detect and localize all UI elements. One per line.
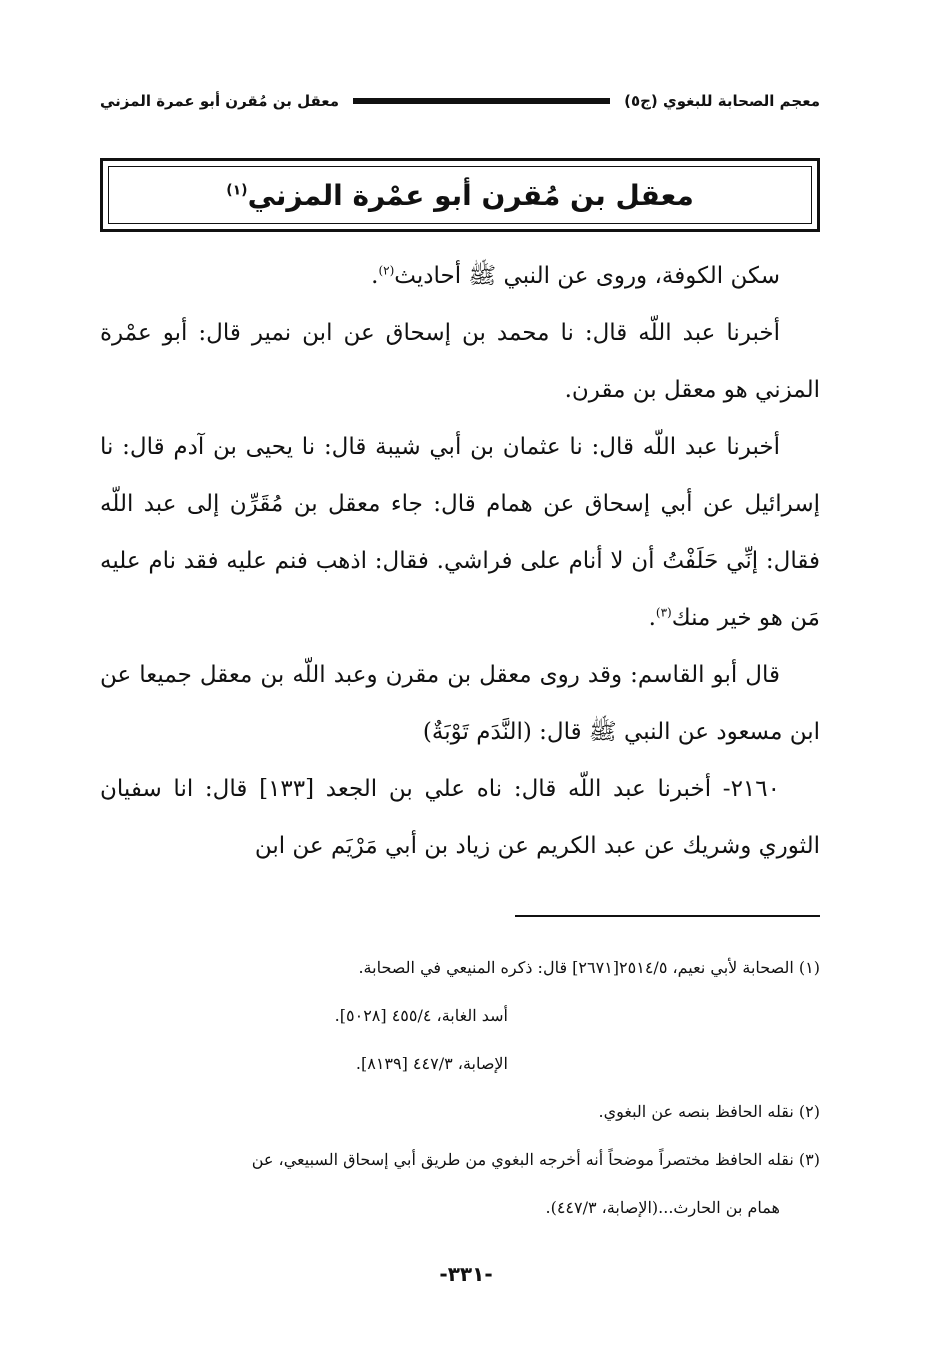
footnote-1-ref-b: الإصابة، ٤٤٧/٣ [٨١٣٩]. xyxy=(355,1054,508,1073)
footnote-3-continuation: همام بن الحارث...(الإصابة، ٤٤٧/٣). xyxy=(545,1198,780,1217)
paragraph-4: قال أبو القاسم: وقد روى معقل بن مقرن وعبد اللّه بن معقل جميعا عن ابن مسعود عن النبي ﷺ قال: (النَّدَم تَوْبَةٌ) xyxy=(100,662,820,745)
paragraph-1 xyxy=(100,248,820,305)
paragraph-1-footnote-marker: (٢) xyxy=(378,263,395,278)
paragraph-3-footnote-marker: (٣) xyxy=(655,605,672,620)
header-rule xyxy=(353,98,610,104)
paragraph-1-end: . xyxy=(371,263,379,289)
footnote-3: (٣) نقله الحافظ مختصراً موضحاً أنه أخرجه البغوي من طريق أبي إسحاق السبيعي، عن xyxy=(251,1150,820,1169)
running-header xyxy=(100,86,820,116)
paragraph-1-text: سكن الكوفة، وروى عن النبي ﷺ أحاديث xyxy=(394,263,780,289)
entry-title xyxy=(226,179,694,212)
paragraph-3-text: أخبرنا عبد اللّه قال: نا عثمان بن أبي شيبة قال: نا يحيى بن آدم قال: نا إسرائيل عن أبي إسحاق عن همام قال: جاء معقل بن مُقَرِّن إلى عبد اللّه فقال: إنِّي حَلَفْتُ أن لا أنام على فراشي. فقال: اذهب فنم عليه فقد نام عليه مَن هو خير منك xyxy=(100,434,820,631)
title-frame-inner xyxy=(108,166,812,224)
header-entry-title: معقل بن مُقرن أبو عمرة المزني xyxy=(100,92,340,110)
footnote-separator xyxy=(515,915,820,917)
paragraph-3-end: . xyxy=(648,605,656,631)
paragraph-2: أخبرنا عبد اللّه قال: نا محمد بن إسحاق عن ابن نمير قال: أبو عمْرة المزني هو معقل بن مقرن. xyxy=(100,320,820,403)
footnote-1-ref-a: أسد الغابة، ٤٥٥/٤ [٥٠٢٨]. xyxy=(334,1006,508,1025)
entry-title-footnote-marker: (١) xyxy=(226,182,248,199)
paragraph-3 xyxy=(100,419,820,647)
header-book-title: معجم الصحابة للبغوي (ج٥) xyxy=(624,92,820,110)
page-number: -٣٣١- xyxy=(439,1262,493,1286)
title-frame xyxy=(100,158,820,232)
footnote-1: (١) الصحابة لأبي نعيم، ٢٥١٤/٥[٢٦٧١] قال: ذكره المنيعي في الصحابة. xyxy=(358,958,820,977)
body-text xyxy=(100,248,820,875)
paragraph-5-hadith-2160: ٢١٦٠- أخبرنا عبد اللّه قال: ناه علي بن الجعد [١٣٣] قال: انا سفيان الثوري وشريك عن عبد الكريم عن زياد بن أبي مَرْيَم عن ابن xyxy=(100,776,820,859)
footnote-2: (٢) نقله الحافظ بنصه عن البغوي. xyxy=(598,1102,820,1121)
footnotes xyxy=(100,944,820,1232)
entry-title-text: معقل بن مُقرن أبو عمْرة المزني xyxy=(247,178,694,212)
